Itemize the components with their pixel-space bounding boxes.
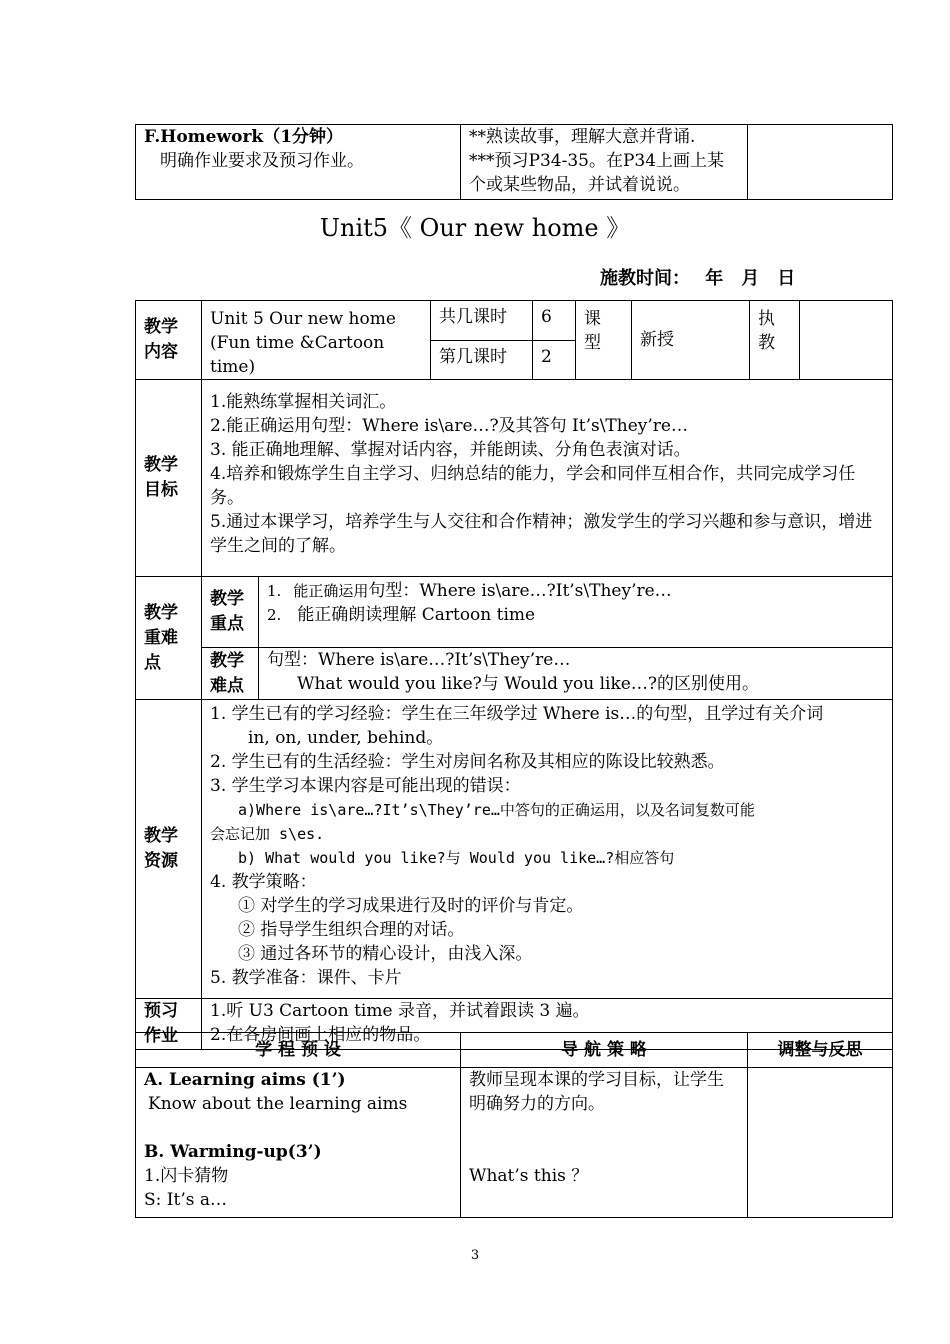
resources-line: in, on, under, behind。: [248, 728, 444, 748]
homework-cell: [136, 125, 461, 200]
guide-question: What’s this ？: [469, 1166, 589, 1186]
resources-line: ③ 通过各环节的精心设计，由浅入深。: [238, 944, 533, 964]
process-table: [135, 1032, 893, 1218]
resources-line: 5. 教学准备：课件、卡片: [210, 968, 402, 988]
preview-line: 1.听 U3 Cartoon time 录音，并试着跟读 3 遍。: [210, 1001, 590, 1021]
homework-detail-cell: [461, 125, 748, 200]
period-label: 第几课时: [431, 340, 533, 380]
resources-label: 教学资源: [144, 826, 178, 871]
learning-aims-title: A. Learning aims (1’): [144, 1070, 346, 1090]
guide-column-header: 导 航 策 略: [461, 1033, 748, 1068]
warming-up-answer: S: It’s a…: [144, 1190, 227, 1210]
difficult-label-cell: [202, 648, 259, 700]
learning-aims-body: Know about the learning aims: [148, 1094, 408, 1114]
period-value: 2: [533, 340, 576, 380]
homework-body: 明确作业要求及预习作业。: [160, 151, 364, 171]
homework-title: F.Homework（1分钟）: [144, 127, 344, 147]
warming-up-title: B. Warming-up(3’): [144, 1142, 322, 1162]
objectives-label-cell: [136, 380, 202, 577]
reflection-cell: [748, 1068, 893, 1218]
teacher-value: [800, 301, 893, 380]
process-cell: [136, 1068, 461, 1218]
focus-item: [267, 603, 884, 627]
key-points-label: 教学重难点: [144, 602, 178, 673]
reflection-column-header: 调整与反思: [748, 1033, 893, 1068]
preview-label: 预习作业: [144, 1001, 178, 1046]
focus-item-number: 1.: [267, 582, 282, 600]
page-number: 3: [470, 1248, 480, 1263]
difficult-cell: [259, 648, 893, 700]
focus-item-number: 2.: [267, 606, 282, 624]
content-line: Unit 5 Our new home: [210, 309, 396, 329]
resources-line: ② 指导学生组织合理的对话。: [238, 920, 465, 940]
resources-line: b) What would you like?与 Would you like…?相应答句: [238, 849, 675, 867]
resources-line: a)Where is\are…?It’s\They’re…中答句的正确运用，以及名词复数可能: [238, 801, 755, 819]
homework-detail-line: 个或某些物品，并试着说说。: [469, 175, 690, 195]
lesson-type-value: 新授: [632, 301, 750, 380]
focus-item-lead: 能正确运用: [293, 582, 369, 600]
guide-cell: [461, 1068, 748, 1218]
content-line: (Fun time &Cartoon time): [210, 333, 385, 377]
resources-line: ① 对学生的学习成果进行及时的评价与肯定。: [238, 896, 584, 916]
teaching-date: 施教时间： 年 月 日: [600, 268, 796, 289]
key-points-label-cell: [136, 577, 202, 700]
teacher-label: 执教: [758, 309, 775, 353]
content-cell: [202, 301, 431, 380]
resources-line: 2. 学生已有的生活经验：学生对房间名称及其相应的陈设比较熟悉。: [210, 752, 725, 772]
objective-item: 4.培养和锻炼学生自主学习、归纳总结的能力，学会和同伴互相合作，共同完成学习任务。: [210, 464, 856, 508]
content-label: 教学内容: [144, 317, 178, 362]
objectives-label: 教学目标: [144, 455, 178, 500]
focus-item-text: 能正确朗读理解 Cartoon time: [297, 605, 536, 625]
focus-item: [267, 579, 884, 603]
lesson-type-label: 课型: [584, 309, 601, 353]
objective-item: 2.能正确运用句型：Where is\are…?及其答句 It’s\They’re…: [210, 416, 688, 436]
homework-detail-line: **熟读故事，理解大意并背诵.: [469, 127, 696, 147]
content-label-cell: [136, 301, 202, 380]
teacher-label-cell: [750, 301, 800, 380]
focus-label-cell: [202, 577, 259, 648]
focus-item-text: 句型：Where is\are…?It’s\They’re…: [368, 581, 672, 601]
guide-text: 教师呈现本课的学习目标，让学生明确努力的方向。: [469, 1070, 724, 1114]
process-column-header: 学 程 预 设: [136, 1033, 461, 1068]
resources-line: 1. 学生已有的学习经验：学生在三年级学过 Where is…的句型，且学过有关介词: [210, 704, 824, 724]
objective-item: 1.能熟练掌握相关词汇。: [210, 392, 397, 412]
homework-detail-line: ***预习P34-35。在P34上画上某: [469, 151, 725, 171]
resources-label-cell: [136, 700, 202, 999]
resources-cell: [202, 700, 893, 999]
resources-line: 4. 教学策略：: [210, 872, 317, 892]
difficult-line: What would you like?与 Would you like…?的区别使用。: [297, 674, 759, 694]
lesson-type-label-cell: [576, 301, 632, 380]
warming-up-item: 1.闪卡猜物: [144, 1166, 229, 1186]
focus-label: 教学重点: [210, 589, 244, 634]
total-periods-value: 6: [533, 301, 576, 341]
homework-table: [135, 124, 893, 200]
difficult-line: 句型：Where is\are…?It’s\They’re…: [267, 650, 571, 670]
homework-empty-cell: [748, 125, 893, 200]
resources-line: 会忘记加 s\es.: [210, 825, 325, 843]
lesson-plan-table: [135, 300, 893, 1050]
difficult-label: 教学难点: [210, 650, 244, 696]
resources-line: 3. 学生学习本课内容是可能出现的错误：: [210, 776, 521, 796]
objective-item: 3. 能正确地理解、掌握对话内容，并能朗读、分角色表演对话。: [210, 440, 691, 460]
lesson-title: Unit5《 Our new home 》: [319, 214, 631, 242]
objective-item: 5.通过本课学习，培养学生与人交往和合作精神；激发学生的学习兴趣和参与意识，增进学生之间的了解。: [210, 512, 873, 556]
objectives-cell: [202, 380, 893, 577]
total-periods-label: 共几课时: [431, 301, 533, 341]
preview-line: 2.在各房间画上相应的物品。: [210, 1025, 431, 1045]
focus-cell: [259, 577, 893, 648]
